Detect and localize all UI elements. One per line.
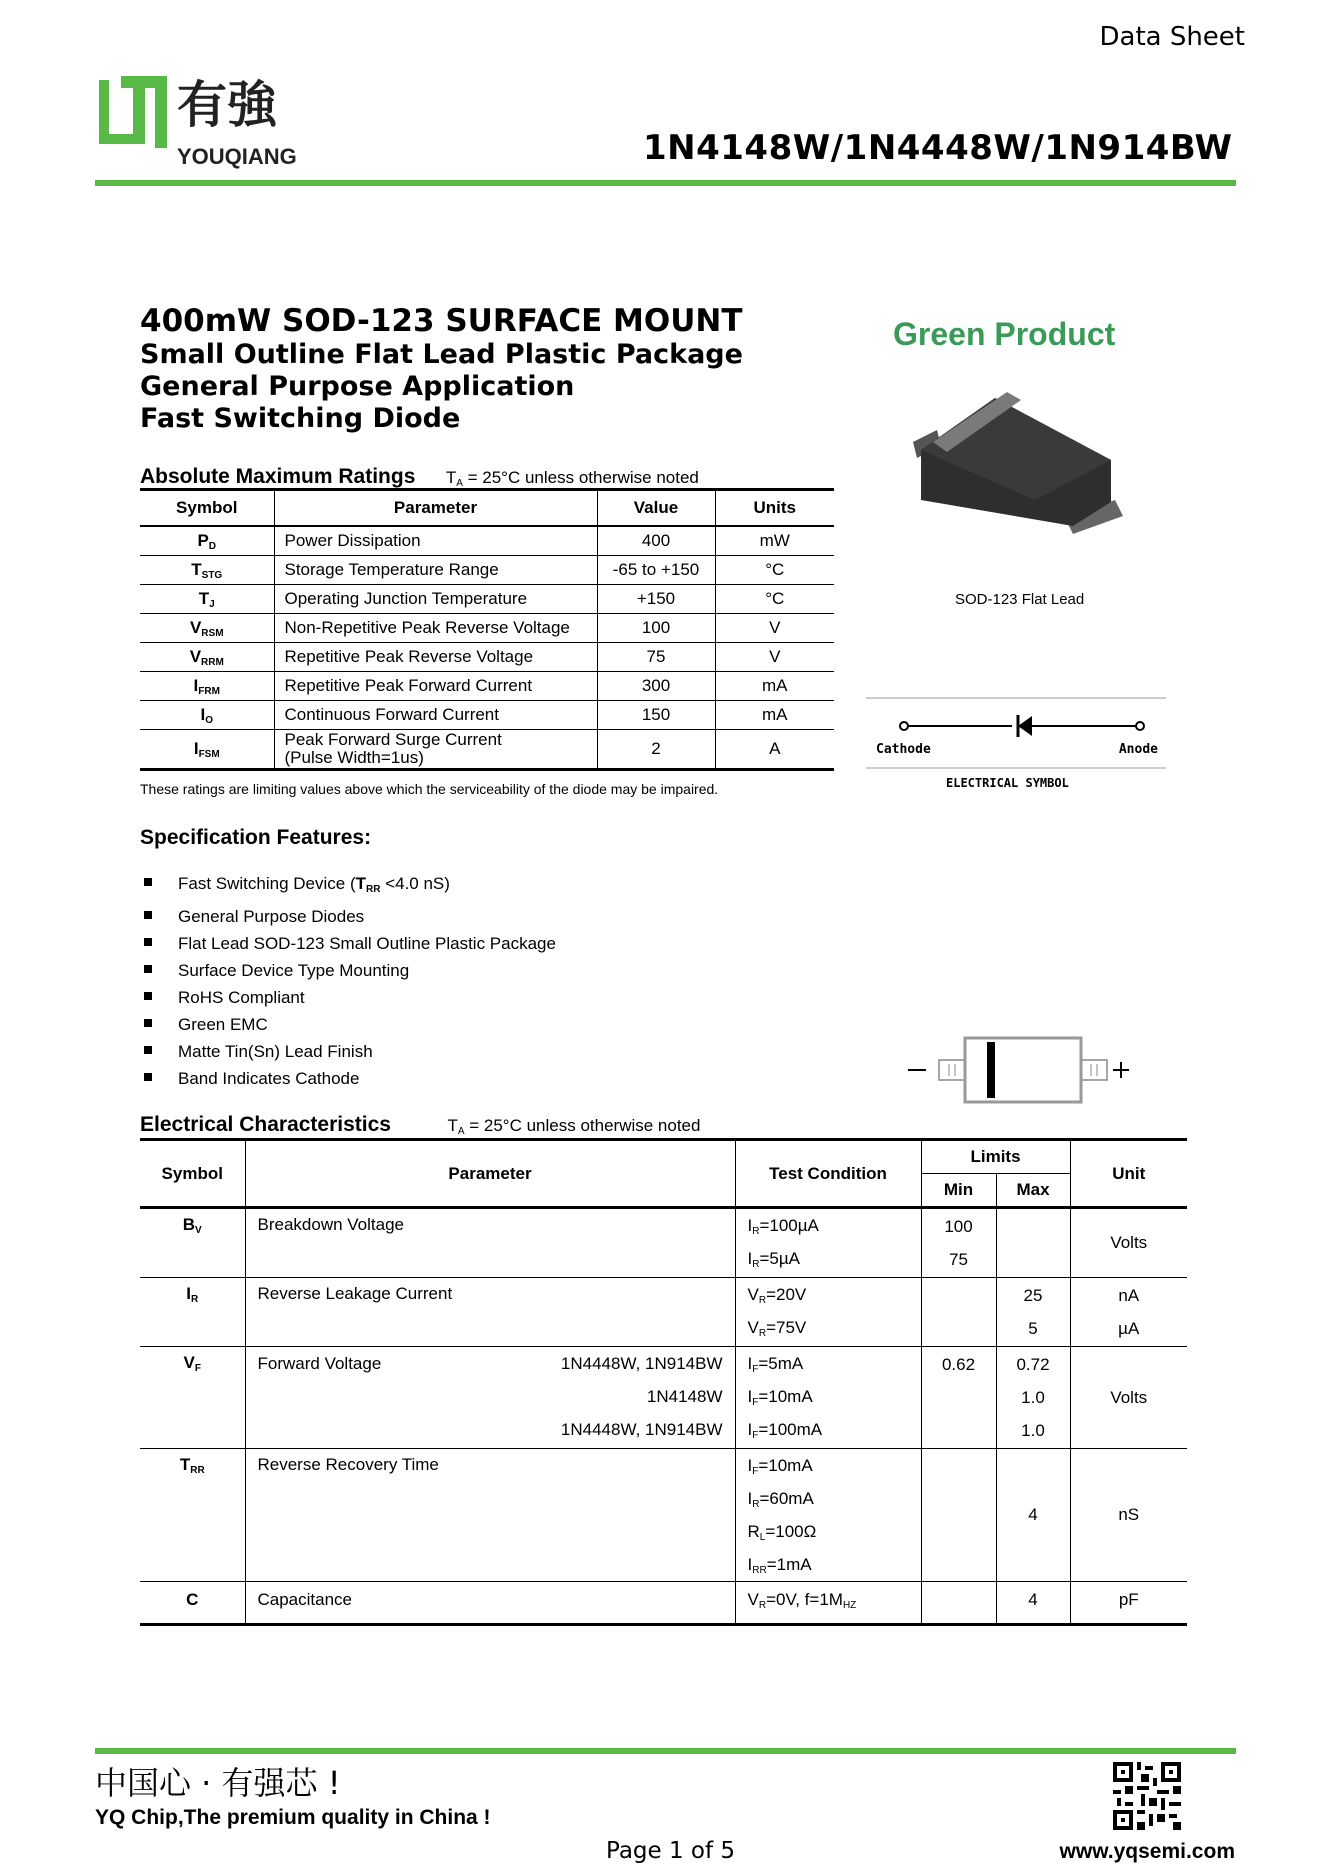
package-illustration-icon: [905, 390, 1145, 550]
ec-header-unit: Unit: [1070, 1140, 1187, 1208]
ec-max: 4: [996, 1582, 1070, 1625]
ec-min: 0.62: [921, 1347, 996, 1449]
ec-parameter: Reverse Recovery Time: [245, 1449, 735, 1582]
amr-header-parameter: Parameter: [274, 490, 597, 527]
rating-unit: °C: [715, 556, 834, 585]
rating-symbol: $I_{FSM}$: [140, 730, 274, 770]
ec-symbol: $T_{RR}$: [140, 1449, 245, 1582]
green-product-label: Green Product: [893, 316, 1116, 352]
list-item: Band Indicates Cathode: [140, 1065, 556, 1092]
rating-parameter: Non-Repetitive Peak Reverse Voltage: [274, 614, 597, 643]
amr-title: Absolute Maximum Ratings: [140, 465, 416, 488]
amr-header-row: [140, 490, 834, 527]
list-item: Green EMC: [140, 1011, 556, 1038]
rating-value: 300: [597, 672, 715, 701]
amr-header-units: Units: [715, 490, 834, 527]
table-row: [140, 1208, 1187, 1278]
ec-test-condition: $V_R=0V$, $f=1M_{HZ}$: [735, 1582, 921, 1625]
ec-title-row: [140, 1113, 700, 1137]
rating-symbol: $I_{FRM}$: [140, 672, 274, 701]
website-link[interactable]: www.yqsemi.com: [1059, 1840, 1235, 1863]
ec-header-parameter: Parameter: [245, 1140, 735, 1208]
table-row: [140, 1449, 1187, 1582]
ec-header-max: Max: [996, 1174, 1070, 1208]
footer-rule: [95, 1748, 1236, 1754]
ec-header-test-condition: Test Condition: [735, 1140, 921, 1208]
ec-max: 4: [996, 1449, 1070, 1582]
amr-condition-note: $T_A = 25^\circ C$ unless otherwise noted: [445, 468, 699, 489]
ec-max: [996, 1208, 1070, 1278]
rating-value: 75: [597, 643, 715, 672]
ec-symbol: C: [140, 1582, 245, 1625]
rating-parameter: Repetitive Peak Reverse Voltage: [274, 643, 597, 672]
ec-test-condition: $I_R=100\mu A$ $I_R=5\mu A$: [735, 1208, 921, 1278]
features-list: [140, 870, 556, 1092]
doc-type-label: Data Sheet: [1099, 22, 1245, 52]
header-rule: [95, 180, 1236, 186]
heading-line-3: General Purpose Application: [140, 371, 575, 402]
ec-unit: Volts: [1070, 1347, 1187, 1449]
product-headings: [140, 303, 743, 435]
table-row: [140, 672, 834, 701]
table-row: [140, 614, 834, 643]
ec-header-min: Min: [921, 1174, 996, 1208]
amr-header-symbol: Symbol: [140, 490, 274, 527]
cathode-label: Cathode: [876, 742, 931, 757]
part-numbers-title: 1N4148W/1N4448W/1N914BW: [643, 128, 1233, 168]
footer-slogan-en: YQ Chip,The premium quality in China !: [95, 1806, 491, 1829]
ec-min: [921, 1278, 996, 1347]
rating-parameter: Repetitive Peak Forward Current: [274, 672, 597, 701]
rating-symbol: $V_{RSM}$: [140, 614, 274, 643]
ec-min: [921, 1449, 996, 1582]
table-row: [140, 730, 834, 770]
ec-max: 0.72 1.0 1.0: [996, 1347, 1070, 1449]
rating-unit: mW: [715, 526, 834, 556]
ec-title: Electrical Characteristics: [140, 1113, 391, 1136]
rating-parameter: Peak Forward Surge Current (Pulse Width=1us): [274, 730, 597, 770]
ec-symbol: $I_R$: [140, 1278, 245, 1347]
rating-symbol: $I_O$: [140, 701, 274, 730]
table-row: [140, 1347, 1187, 1449]
rating-value: 100: [597, 614, 715, 643]
anode-label: Anode: [1118, 742, 1158, 757]
table-row: [140, 526, 834, 556]
package-caption: SOD-123 Flat Lead: [955, 591, 1085, 608]
list-item: RoHS Compliant: [140, 984, 556, 1011]
ec-symbol: $B_V$: [140, 1208, 245, 1278]
ec-parameter: Forward Voltage 1N4448W, 1N914BW 1N4148W 1N4448W, 1N914BW: [245, 1347, 735, 1449]
list-item: General Purpose Diodes: [140, 903, 556, 930]
cathode-band-diagram: [905, 1030, 1145, 1115]
table-row: [140, 1582, 1187, 1625]
ec-header-symbol: Symbol: [140, 1140, 245, 1208]
rating-unit: V: [715, 614, 834, 643]
heading-line-1: 400mW SOD-123 SURFACE MOUNT: [140, 303, 743, 339]
table-row: [140, 701, 834, 730]
rating-symbol: $T_{STG}$: [140, 556, 274, 585]
ec-unit: pF: [1118, 1590, 1139, 1609]
svg-text:有強: 有強: [177, 76, 277, 134]
table-row: [140, 585, 834, 614]
ec-test-condition: $I_F=5mA$ $I_F=10mA$ $I_F=100mA$: [735, 1347, 921, 1449]
ec-condition-note: $T_A = 25^\circ C$ unless otherwise noted: [447, 1116, 701, 1137]
ec-header-row: [140, 1140, 1187, 1174]
table-row: [140, 643, 834, 672]
amr-title-row: [140, 465, 699, 489]
rating-value: +150: [597, 585, 715, 614]
rating-unit: V: [715, 643, 834, 672]
ec-max: 25 5: [996, 1278, 1070, 1347]
footer-slogan-cn: 中国心 · 有强芯 !: [95, 1764, 341, 1802]
sod123-package-image: [905, 390, 1145, 555]
rating-parameter: Storage Temperature Range: [274, 556, 597, 585]
features-title: Specification Features:: [140, 826, 372, 849]
list-item: Flat Lead SOD-123 Small Outline Plastic Package: [140, 930, 556, 957]
ec-parameter: Reverse Leakage Current: [245, 1278, 735, 1347]
ec-test-condition: $I_F=10mA$ $I_R=60mA$ $R_L=100\Omega$ $I_{RR}=1mA$: [735, 1449, 921, 1582]
heading-line-4: Fast Switching Diode: [140, 403, 461, 434]
rating-symbol: $T_J$: [140, 585, 274, 614]
ec-min: 100 75: [921, 1208, 996, 1278]
table-row: [140, 556, 834, 585]
ec-test-condition: $V_R=20V$ $V_R=75V$: [735, 1278, 921, 1347]
amr-footnote: These ratings are limiting values above which the serviceability of the diode may be impaired.: [140, 781, 719, 797]
ec-unit: nS: [1070, 1449, 1187, 1582]
rating-unit: A: [769, 739, 781, 758]
page-number: Page 1 of 5: [606, 1838, 736, 1864]
package-top-view-icon: [905, 1030, 1145, 1110]
electrical-characteristics-table: [140, 1138, 1187, 1626]
absolute-maximum-ratings-table: [140, 488, 834, 771]
logo-mark-icon: [97, 74, 357, 170]
electrical-symbol: [866, 696, 1166, 790]
ec-symbol: $V_F$: [140, 1347, 245, 1449]
amr-header-value: Value: [597, 490, 715, 527]
rating-unit: mA: [715, 672, 834, 701]
list-item: Fast Switching Device ($T_{RR} <4.0$ nS): [140, 870, 556, 903]
rating-value: 400: [597, 526, 715, 556]
qr-code-icon: [1113, 1762, 1181, 1830]
rating-value: 150: [597, 701, 715, 730]
rating-parameter: Operating Junction Temperature: [274, 585, 597, 614]
list-item: Surface Device Type Mounting: [140, 957, 556, 984]
table-row: [140, 1278, 1187, 1347]
symbol-caption: ELECTRICAL SYMBOL: [946, 776, 1069, 790]
rating-unit: °C: [715, 585, 834, 614]
ec-parameter: Capacitance: [245, 1582, 735, 1625]
rating-symbol: $V_{RRM}$: [140, 643, 274, 672]
youqiang-logo: [97, 74, 357, 170]
rating-parameter: Continuous Forward Current: [274, 701, 597, 730]
list-item: Matte Tin(Sn) Lead Finish: [140, 1038, 556, 1065]
rating-unit: mA: [715, 701, 834, 730]
rating-symbol: $P_D$: [140, 526, 274, 556]
rating-value: -65 to +150: [597, 556, 715, 585]
heading-line-2: Small Outline Flat Lead Plastic Package: [140, 339, 743, 370]
svg-text:YOUQIANG: YOUQIANG: [177, 144, 297, 169]
ec-min: [921, 1582, 996, 1625]
ec-header-limits: Limits: [921, 1140, 1070, 1174]
ec-unit: Volts: [1070, 1208, 1187, 1278]
ec-unit: nA µA: [1070, 1278, 1187, 1347]
rating-parameter: Power Dissipation: [274, 526, 597, 556]
rating-value: 2: [597, 730, 715, 770]
ec-parameter: Breakdown Voltage: [245, 1208, 735, 1278]
